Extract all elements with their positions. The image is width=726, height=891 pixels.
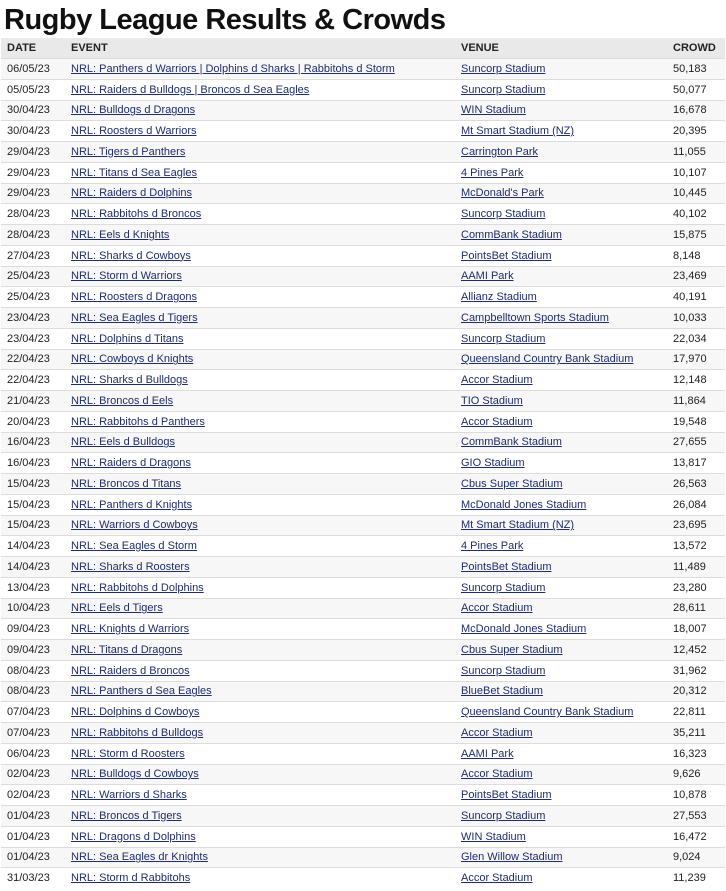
event-link[interactable]: NRL: Rabbitohs d Bulldogs xyxy=(71,726,204,739)
table-row xyxy=(1,204,725,225)
event-cell xyxy=(65,826,455,847)
table-header-row xyxy=(1,38,725,59)
date-cell: 15/04/23 xyxy=(1,494,65,515)
table-row xyxy=(1,391,725,412)
event-link[interactable]: NRL: Broncos d Eels xyxy=(71,394,174,407)
column-header-event: EVENT xyxy=(65,38,455,59)
crowd-cell: 9,024 xyxy=(667,847,725,868)
event-cell xyxy=(65,536,455,557)
event-cell xyxy=(65,204,455,225)
date-cell: 15/04/23 xyxy=(1,515,65,536)
venue-cell xyxy=(455,328,667,349)
venue-link[interactable]: CommBank Stadium xyxy=(461,436,562,449)
venue-cell xyxy=(455,764,667,785)
crowd-cell: 10,033 xyxy=(667,308,725,329)
event-link[interactable]: NRL: Dragons d Dolphins xyxy=(71,830,196,843)
crowd-cell: 17,970 xyxy=(667,349,725,370)
event-link[interactable]: NRL: Dolphins d Titans xyxy=(71,332,184,345)
event-cell xyxy=(65,515,455,536)
event-cell xyxy=(65,660,455,681)
event-link[interactable]: NRL: Bulldogs d Cowboys xyxy=(71,768,199,781)
table-row xyxy=(1,162,725,183)
table-row xyxy=(1,453,725,474)
event-cell xyxy=(65,287,455,308)
event-cell xyxy=(65,370,455,391)
date-cell: 07/04/23 xyxy=(1,723,65,744)
venue-link[interactable]: GIO Stadium xyxy=(461,457,525,470)
crowd-cell: 23,469 xyxy=(667,266,725,287)
venue-link[interactable]: Accor Stadium xyxy=(461,415,533,428)
table-row xyxy=(1,266,725,287)
event-link[interactable]: NRL: Eels d Knights xyxy=(71,228,170,241)
table-row xyxy=(1,328,725,349)
venue-link[interactable]: Accor Stadium xyxy=(461,726,533,739)
venue-cell xyxy=(455,598,667,619)
venue-cell xyxy=(455,494,667,515)
event-cell xyxy=(65,640,455,661)
date-cell: 06/05/23 xyxy=(1,59,65,80)
venue-link[interactable]: TIO Stadium xyxy=(461,394,523,407)
date-cell: 14/04/23 xyxy=(1,557,65,578)
date-cell: 21/04/23 xyxy=(1,391,65,412)
date-cell: 13/04/23 xyxy=(1,577,65,598)
crowd-cell: 26,563 xyxy=(667,474,725,495)
event-link[interactable]: NRL: Panthers d Knights xyxy=(71,498,193,511)
event-link[interactable]: NRL: Sharks d Bulldogs xyxy=(71,374,188,387)
venue-link[interactable]: Accor Stadium xyxy=(461,374,533,387)
date-cell: 25/04/23 xyxy=(1,287,65,308)
table-row xyxy=(1,100,725,121)
venue-cell xyxy=(455,204,667,225)
event-cell xyxy=(65,743,455,764)
table-row xyxy=(1,225,725,246)
table-row xyxy=(1,536,725,557)
crowd-cell: 35,211 xyxy=(667,723,725,744)
venue-cell xyxy=(455,619,667,640)
crowd-cell: 13,817 xyxy=(667,453,725,474)
table-row xyxy=(1,702,725,723)
event-link[interactable]: NRL: Raiders d Bulldogs | Broncos d Sea Eagles xyxy=(71,83,310,96)
event-cell xyxy=(65,806,455,827)
table-row xyxy=(1,245,725,266)
venue-link[interactable]: AAMI Park xyxy=(461,747,514,760)
crowd-cell: 19,548 xyxy=(667,411,725,432)
table-row xyxy=(1,515,725,536)
venue-cell xyxy=(455,826,667,847)
venue-link[interactable]: Suncorp Stadium xyxy=(461,62,546,75)
crowd-cell: 22,811 xyxy=(667,702,725,723)
crowd-cell: 40,102 xyxy=(667,204,725,225)
table-row xyxy=(1,59,725,80)
event-link[interactable]: NRL: Storm d Roosters xyxy=(71,747,185,760)
table-row xyxy=(1,142,725,163)
event-cell xyxy=(65,391,455,412)
event-cell xyxy=(65,183,455,204)
event-link[interactable]: NRL: Eels d Tigers xyxy=(71,602,163,615)
venue-cell xyxy=(455,370,667,391)
venue-link[interactable]: Accor Stadium xyxy=(461,872,533,885)
event-link[interactable]: NRL: Dolphins d Cowboys xyxy=(71,706,200,719)
crowd-cell: 50,183 xyxy=(667,59,725,80)
event-cell xyxy=(65,225,455,246)
date-cell: 31/03/23 xyxy=(1,868,65,888)
venue-cell xyxy=(455,557,667,578)
table-row xyxy=(1,577,725,598)
event-cell xyxy=(65,847,455,868)
venue-cell xyxy=(455,266,667,287)
date-cell: 01/04/23 xyxy=(1,826,65,847)
event-link[interactable]: NRL: Sea Eagles d Tigers xyxy=(71,311,198,324)
crowd-cell: 12,148 xyxy=(667,370,725,391)
table-row xyxy=(1,411,725,432)
event-cell xyxy=(65,308,455,329)
crowd-cell: 16,472 xyxy=(667,826,725,847)
table-row xyxy=(1,640,725,661)
venue-link[interactable]: Suncorp Stadium xyxy=(461,208,546,221)
table-row xyxy=(1,681,725,702)
venue-link[interactable]: Cbus Super Stadium xyxy=(461,477,563,490)
date-cell: 28/04/23 xyxy=(1,204,65,225)
venue-link[interactable]: AAMI Park xyxy=(461,270,514,283)
date-cell: 28/04/23 xyxy=(1,225,65,246)
event-cell xyxy=(65,702,455,723)
event-link[interactable]: NRL: Rabbitohs d Panthers xyxy=(71,415,205,428)
event-cell xyxy=(65,162,455,183)
venue-cell xyxy=(455,577,667,598)
event-link[interactable]: NRL: Broncos d Titans xyxy=(71,477,182,490)
event-cell xyxy=(65,432,455,453)
venue-cell xyxy=(455,391,667,412)
date-cell: 27/04/23 xyxy=(1,245,65,266)
crowd-cell: 23,280 xyxy=(667,577,725,598)
date-cell: 16/04/23 xyxy=(1,432,65,453)
table-row xyxy=(1,660,725,681)
table-row xyxy=(1,764,725,785)
date-cell: 23/04/23 xyxy=(1,328,65,349)
event-cell xyxy=(65,598,455,619)
event-cell xyxy=(65,577,455,598)
event-link[interactable]: NRL: Sharks d Roosters xyxy=(71,560,190,573)
event-link[interactable]: NRL: Tigers d Panthers xyxy=(71,145,186,158)
crowd-cell: 40,191 xyxy=(667,287,725,308)
crowd-cell: 11,239 xyxy=(667,868,725,888)
event-link[interactable]: NRL: Rabbitohs d Dolphins xyxy=(71,581,204,594)
crowd-cell: 12,452 xyxy=(667,640,725,661)
venue-cell xyxy=(455,847,667,868)
crowd-cell: 13,572 xyxy=(667,536,725,557)
venue-link[interactable]: Mt Smart Stadium (NZ) xyxy=(461,519,575,532)
venue-cell xyxy=(455,640,667,661)
event-link[interactable]: NRL: Raiders d Broncos xyxy=(71,664,190,677)
venue-cell xyxy=(455,868,667,888)
venue-link[interactable]: Suncorp Stadium xyxy=(461,581,546,594)
table-body xyxy=(1,59,725,889)
event-cell xyxy=(65,764,455,785)
crowd-cell: 16,323 xyxy=(667,743,725,764)
venue-link[interactable]: McDonald's Park xyxy=(461,187,544,200)
table-row xyxy=(1,474,725,495)
venue-cell xyxy=(455,308,667,329)
venue-cell xyxy=(455,225,667,246)
event-link[interactable]: NRL: Raiders d Dragons xyxy=(71,457,191,470)
event-link[interactable]: NRL: Sharks d Cowboys xyxy=(71,249,191,262)
venue-link[interactable]: Suncorp Stadium xyxy=(461,809,546,822)
crowd-cell: 50,077 xyxy=(667,79,725,100)
venue-cell xyxy=(455,183,667,204)
page-title: Rugby League Results & Crowds xyxy=(4,4,446,36)
venue-cell xyxy=(455,432,667,453)
crowd-cell: 27,553 xyxy=(667,806,725,827)
table-row xyxy=(1,743,725,764)
venue-cell xyxy=(455,79,667,100)
event-cell xyxy=(65,100,455,121)
venue-cell xyxy=(455,681,667,702)
event-link[interactable]: NRL: Raiders d Dolphins xyxy=(71,187,193,200)
event-link[interactable]: NRL: Storm d Rabbitohs xyxy=(71,872,191,885)
venue-link[interactable]: PointsBet Stadium xyxy=(461,560,552,573)
venue-cell xyxy=(455,349,667,370)
venue-cell xyxy=(455,660,667,681)
date-cell: 09/04/23 xyxy=(1,640,65,661)
crowd-cell: 23,695 xyxy=(667,515,725,536)
table-row xyxy=(1,806,725,827)
crowd-cell: 11,489 xyxy=(667,557,725,578)
table-row xyxy=(1,79,725,100)
event-cell xyxy=(65,411,455,432)
date-cell: 29/04/23 xyxy=(1,142,65,163)
venue-cell xyxy=(455,411,667,432)
event-link[interactable]: NRL: Sea Eagles d Storm xyxy=(71,540,197,553)
venue-cell xyxy=(455,287,667,308)
crowd-cell: 10,878 xyxy=(667,785,725,806)
column-header-venue: VENUE xyxy=(455,38,667,59)
event-link[interactable]: NRL: Panthers d Warriors | Dolphins d Sharks | Rabbitohs d Storm xyxy=(71,62,395,75)
table-row xyxy=(1,847,725,868)
date-cell: 30/04/23 xyxy=(1,121,65,142)
event-cell xyxy=(65,349,455,370)
event-link[interactable]: NRL: Titans d Dragons xyxy=(71,643,183,656)
date-cell: 08/04/23 xyxy=(1,681,65,702)
table-row xyxy=(1,349,725,370)
crowd-cell: 16,678 xyxy=(667,100,725,121)
date-cell: 25/04/23 xyxy=(1,266,65,287)
table-row xyxy=(1,183,725,204)
venue-cell xyxy=(455,743,667,764)
table-row xyxy=(1,868,725,888)
venue-link[interactable]: McDonald Jones Stadium xyxy=(461,623,587,636)
crowd-cell: 20,395 xyxy=(667,121,725,142)
column-header-crowd: CROWD xyxy=(667,38,725,59)
event-cell xyxy=(65,121,455,142)
crowd-cell: 10,445 xyxy=(667,183,725,204)
event-link[interactable]: NRL: Storm d Warriors xyxy=(71,270,182,283)
crowd-cell: 18,007 xyxy=(667,619,725,640)
column-header-date: DATE xyxy=(1,38,65,59)
date-cell: 30/04/23 xyxy=(1,100,65,121)
venue-link[interactable]: Allianz Stadium xyxy=(461,291,537,304)
event-link[interactable]: NRL: Eels d Bulldogs xyxy=(71,436,175,449)
date-cell: 05/05/23 xyxy=(1,79,65,100)
venue-link[interactable]: Campbelltown Sports Stadium xyxy=(461,311,609,324)
date-cell: 10/04/23 xyxy=(1,598,65,619)
event-cell xyxy=(65,723,455,744)
table-row xyxy=(1,557,725,578)
venue-cell xyxy=(455,59,667,80)
venue-cell xyxy=(455,162,667,183)
event-link[interactable]: NRL: Knights d Warriors xyxy=(71,623,190,636)
venue-link[interactable]: Suncorp Stadium xyxy=(461,332,546,345)
results-table xyxy=(1,38,725,888)
crowd-cell: 26,084 xyxy=(667,494,725,515)
event-link[interactable]: NRL: Panthers d Sea Eagles xyxy=(71,685,212,698)
event-cell xyxy=(65,79,455,100)
venue-cell xyxy=(455,245,667,266)
date-cell: 02/04/23 xyxy=(1,764,65,785)
crowd-cell: 20,312 xyxy=(667,681,725,702)
date-cell: 14/04/23 xyxy=(1,536,65,557)
crowd-cell: 27,655 xyxy=(667,432,725,453)
date-cell: 23/04/23 xyxy=(1,308,65,329)
date-cell: 29/04/23 xyxy=(1,183,65,204)
venue-link[interactable]: Suncorp Stadium xyxy=(461,664,546,677)
date-cell: 06/04/23 xyxy=(1,743,65,764)
event-cell xyxy=(65,494,455,515)
crowd-cell: 8,148 xyxy=(667,245,725,266)
venue-cell xyxy=(455,785,667,806)
table-row xyxy=(1,121,725,142)
table-row xyxy=(1,598,725,619)
event-cell xyxy=(65,142,455,163)
table-row xyxy=(1,287,725,308)
venue-link[interactable]: CommBank Stadium xyxy=(461,228,562,241)
venue-link[interactable]: McDonald Jones Stadium xyxy=(461,498,587,511)
event-link[interactable]: NRL: Bulldogs d Dragons xyxy=(71,104,196,117)
venue-link[interactable]: PointsBet Stadium xyxy=(461,249,552,262)
venue-cell xyxy=(455,723,667,744)
table-row xyxy=(1,619,725,640)
table-row xyxy=(1,432,725,453)
venue-link[interactable]: Queensland Country Bank Stadium xyxy=(461,706,634,719)
venue-link[interactable]: BlueBet Stadium xyxy=(461,685,543,698)
table-row xyxy=(1,308,725,329)
event-link[interactable]: NRL: Warriors d Cowboys xyxy=(71,519,198,532)
event-cell xyxy=(65,474,455,495)
venue-cell xyxy=(455,806,667,827)
date-cell: 01/04/23 xyxy=(1,806,65,827)
date-cell: 07/04/23 xyxy=(1,702,65,723)
date-cell: 09/04/23 xyxy=(1,619,65,640)
event-cell xyxy=(65,266,455,287)
event-cell xyxy=(65,785,455,806)
crowd-cell: 11,055 xyxy=(667,142,725,163)
crowd-cell: 9,626 xyxy=(667,764,725,785)
venue-link[interactable]: 4 Pines Park xyxy=(461,166,524,179)
venue-cell xyxy=(455,100,667,121)
venue-cell xyxy=(455,142,667,163)
venue-cell xyxy=(455,453,667,474)
venue-link[interactable]: Accor Stadium xyxy=(461,768,533,781)
date-cell: 22/04/23 xyxy=(1,349,65,370)
date-cell: 02/04/23 xyxy=(1,785,65,806)
venue-cell xyxy=(455,515,667,536)
crowd-cell: 15,875 xyxy=(667,225,725,246)
event-cell xyxy=(65,245,455,266)
venue-link[interactable]: WIN Stadium xyxy=(461,104,526,117)
event-link[interactable]: NRL: Rabbitohs d Broncos xyxy=(71,208,202,221)
venue-cell xyxy=(455,474,667,495)
date-cell: 08/04/23 xyxy=(1,660,65,681)
event-cell xyxy=(65,868,455,888)
event-link[interactable]: NRL: Titans d Sea Eagles xyxy=(71,166,197,179)
event-link[interactable]: NRL: Broncos d Tigers xyxy=(71,809,182,822)
venue-cell xyxy=(455,536,667,557)
date-cell: 20/04/23 xyxy=(1,411,65,432)
venue-link[interactable]: Mt Smart Stadium (NZ) xyxy=(461,125,575,138)
table-row xyxy=(1,723,725,744)
event-cell xyxy=(65,681,455,702)
date-cell: 15/04/23 xyxy=(1,474,65,495)
date-cell: 22/04/23 xyxy=(1,370,65,391)
venue-link[interactable]: Glen Willow Stadium xyxy=(461,851,563,864)
venue-link[interactable]: Accor Stadium xyxy=(461,602,533,615)
table-row xyxy=(1,785,725,806)
event-cell xyxy=(65,453,455,474)
event-link[interactable]: NRL: Sea Eagles dr Knights xyxy=(71,851,208,864)
table-row xyxy=(1,826,725,847)
venue-link[interactable]: PointsBet Stadium xyxy=(461,789,552,802)
venue-link[interactable]: Carrington Park xyxy=(461,145,539,158)
event-cell xyxy=(65,557,455,578)
date-cell: 01/04/23 xyxy=(1,847,65,868)
event-link[interactable]: NRL: Cowboys d Knights xyxy=(71,353,194,366)
event-cell xyxy=(65,59,455,80)
venue-link[interactable]: 4 Pines Park xyxy=(461,540,524,553)
event-link[interactable]: NRL: Warriors d Sharks xyxy=(71,789,187,802)
venue-cell xyxy=(455,121,667,142)
event-cell xyxy=(65,619,455,640)
event-link[interactable]: NRL: Roosters d Dragons xyxy=(71,291,197,304)
date-cell: 29/04/23 xyxy=(1,162,65,183)
venue-link[interactable]: Queensland Country Bank Stadium xyxy=(461,353,634,366)
crowd-cell: 28,611 xyxy=(667,598,725,619)
crowd-cell: 10,107 xyxy=(667,162,725,183)
table-row xyxy=(1,370,725,391)
crowd-cell: 31,962 xyxy=(667,660,725,681)
table-row xyxy=(1,494,725,515)
event-cell xyxy=(65,328,455,349)
venue-link[interactable]: Cbus Super Stadium xyxy=(461,643,563,656)
venue-link[interactable]: WIN Stadium xyxy=(461,830,526,843)
date-cell: 16/04/23 xyxy=(1,453,65,474)
venue-link[interactable]: Suncorp Stadium xyxy=(461,83,546,96)
event-link[interactable]: NRL: Roosters d Warriors xyxy=(71,125,197,138)
venue-cell xyxy=(455,702,667,723)
crowd-cell: 11,864 xyxy=(667,391,725,412)
crowd-cell: 22,034 xyxy=(667,328,725,349)
